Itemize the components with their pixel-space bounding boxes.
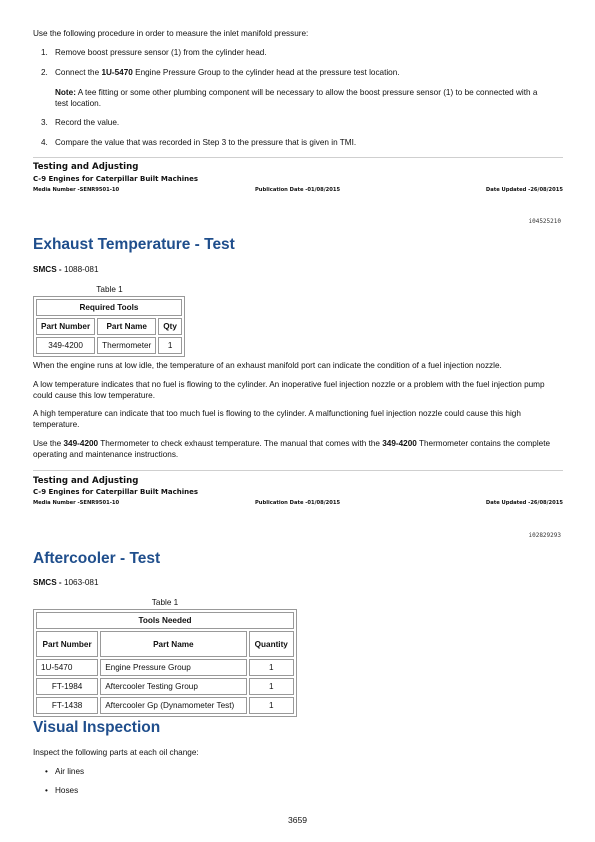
column-header: Part Number [36, 318, 95, 335]
table-cell: Aftercooler Testing Group [100, 678, 246, 695]
table-cell: 349-4200 [36, 337, 95, 354]
table-cell: Engine Pressure Group [100, 659, 246, 676]
bullet-icon: • [45, 767, 48, 776]
aftercooler-tools-table-wrapper [33, 609, 297, 717]
media-number: Media Number -SENR9501-10 [33, 187, 120, 193]
table-cell: 1 [249, 659, 294, 676]
step-2: 2. Connect the 1U-5470 Engine Pressure Group to the cylinder head at the pressure test location. [41, 68, 400, 77]
divider [33, 157, 563, 158]
step-3: 3. Record the value. [41, 118, 120, 127]
column-header: Part Name [97, 318, 156, 335]
bullet-icon: • [45, 786, 48, 795]
section-header-subtitle: C-9 Engines for Caterpillar Built Machines [33, 488, 199, 496]
exhaust-table-caption: Table 1 [96, 285, 123, 294]
table-row [36, 678, 294, 695]
section-header-title: Testing and Adjusting [33, 476, 139, 486]
list-item: • Hoses [45, 786, 79, 795]
note: Note: A tee fitting or some other plumbing component will be necessary to allow the boost pressure sensor (1) to be connected with a test location. [55, 88, 538, 108]
column-header: Qty [158, 318, 182, 335]
exhaust-paragraph-4: Use the 349-4200 Thermometer to check exhaust temperature. The manual that comes with the 349-4200 Thermometer contains the complete operating and maintenance instructions. [33, 439, 551, 459]
aftercooler-tools-table [33, 609, 297, 717]
aftercooler-table-caption: Table 1 [151, 598, 179, 607]
publication-date: Publication Date -01/08/2015 [255, 187, 341, 193]
table-cell: FT-1984 [36, 678, 98, 695]
date-updated: Date Updated -26/08/2015 [485, 500, 563, 506]
step-4: 4. Compare the value that was recorded in Step 3 to the pressure that is given in TMI. [41, 138, 357, 147]
exhaust-paragraph-1: When the engine runs at low idle, the temperature of an exhaust manifold port can indicate the condition of a fuel injection nozzle. [33, 361, 502, 370]
table-row [36, 337, 182, 354]
exhaust-paragraph-2: A low temperature indicates that no fuel is flowing to the cylinder. An inoperative fuel injection nozzle or a problem with the fuel injection pump could cause this low temperature. [33, 380, 545, 400]
table-title: Tools Needed [36, 612, 294, 629]
aftercooler-section-title: Aftercooler - Test [33, 550, 161, 567]
column-header: Part Number [36, 631, 98, 657]
visual-inspection-intro: Inspect the following parts at each oil change: [33, 748, 199, 757]
table-cell: Aftercooler Gp (Dynamometer Test) [100, 697, 246, 714]
column-header: Part Name [100, 631, 246, 657]
table-cell: FT-1438 [36, 697, 98, 714]
exhaust-tools-table-wrapper [33, 296, 185, 357]
column-header: Quantity [249, 631, 294, 657]
exhaust-section-title: Exhaust Temperature - Test [33, 236, 235, 253]
section-header-subtitle: C-9 Engines for Caterpillar Built Machines [33, 175, 199, 183]
exhaust-tools-table [33, 296, 185, 357]
table-title: Required Tools [36, 299, 182, 316]
divider [33, 470, 563, 471]
table-cell: 1U-5470 [36, 659, 98, 676]
document-id: i02829293 [528, 532, 561, 539]
aftercooler-smcs: SMCS - 1063-081 [33, 578, 99, 587]
exhaust-paragraph-3: A high temperature can indicate that too much fuel is flowing to the cylinder. A malfunctioning fuel injection nozzle could cause this high temperature. [33, 409, 521, 429]
publication-date: Publication Date -01/08/2015 [255, 500, 341, 506]
table-cell: Thermometer [97, 337, 156, 354]
document-id: i04525210 [528, 218, 561, 225]
exhaust-smcs: SMCS - 1088-081 [33, 265, 99, 274]
date-updated: Date Updated -26/08/2015 [485, 187, 563, 193]
table-row [36, 659, 294, 676]
table-cell: 1 [158, 337, 182, 354]
table-cell: 1 [249, 678, 294, 695]
table-cell: 1 [249, 697, 294, 714]
media-number: Media Number -SENR9501-10 [33, 500, 120, 506]
intro-text: Use the following procedure in order to measure the inlet manifold pressure: [33, 29, 309, 38]
visual-inspection-title: Visual Inspection [33, 719, 161, 736]
list-item: • Air lines [45, 767, 85, 776]
page-number: 3659 [287, 815, 308, 825]
section-header-title: Testing and Adjusting [33, 162, 139, 172]
step-1: 1. Remove boost pressure sensor (1) from the cylinder head. [41, 48, 267, 57]
table-row [36, 697, 294, 714]
